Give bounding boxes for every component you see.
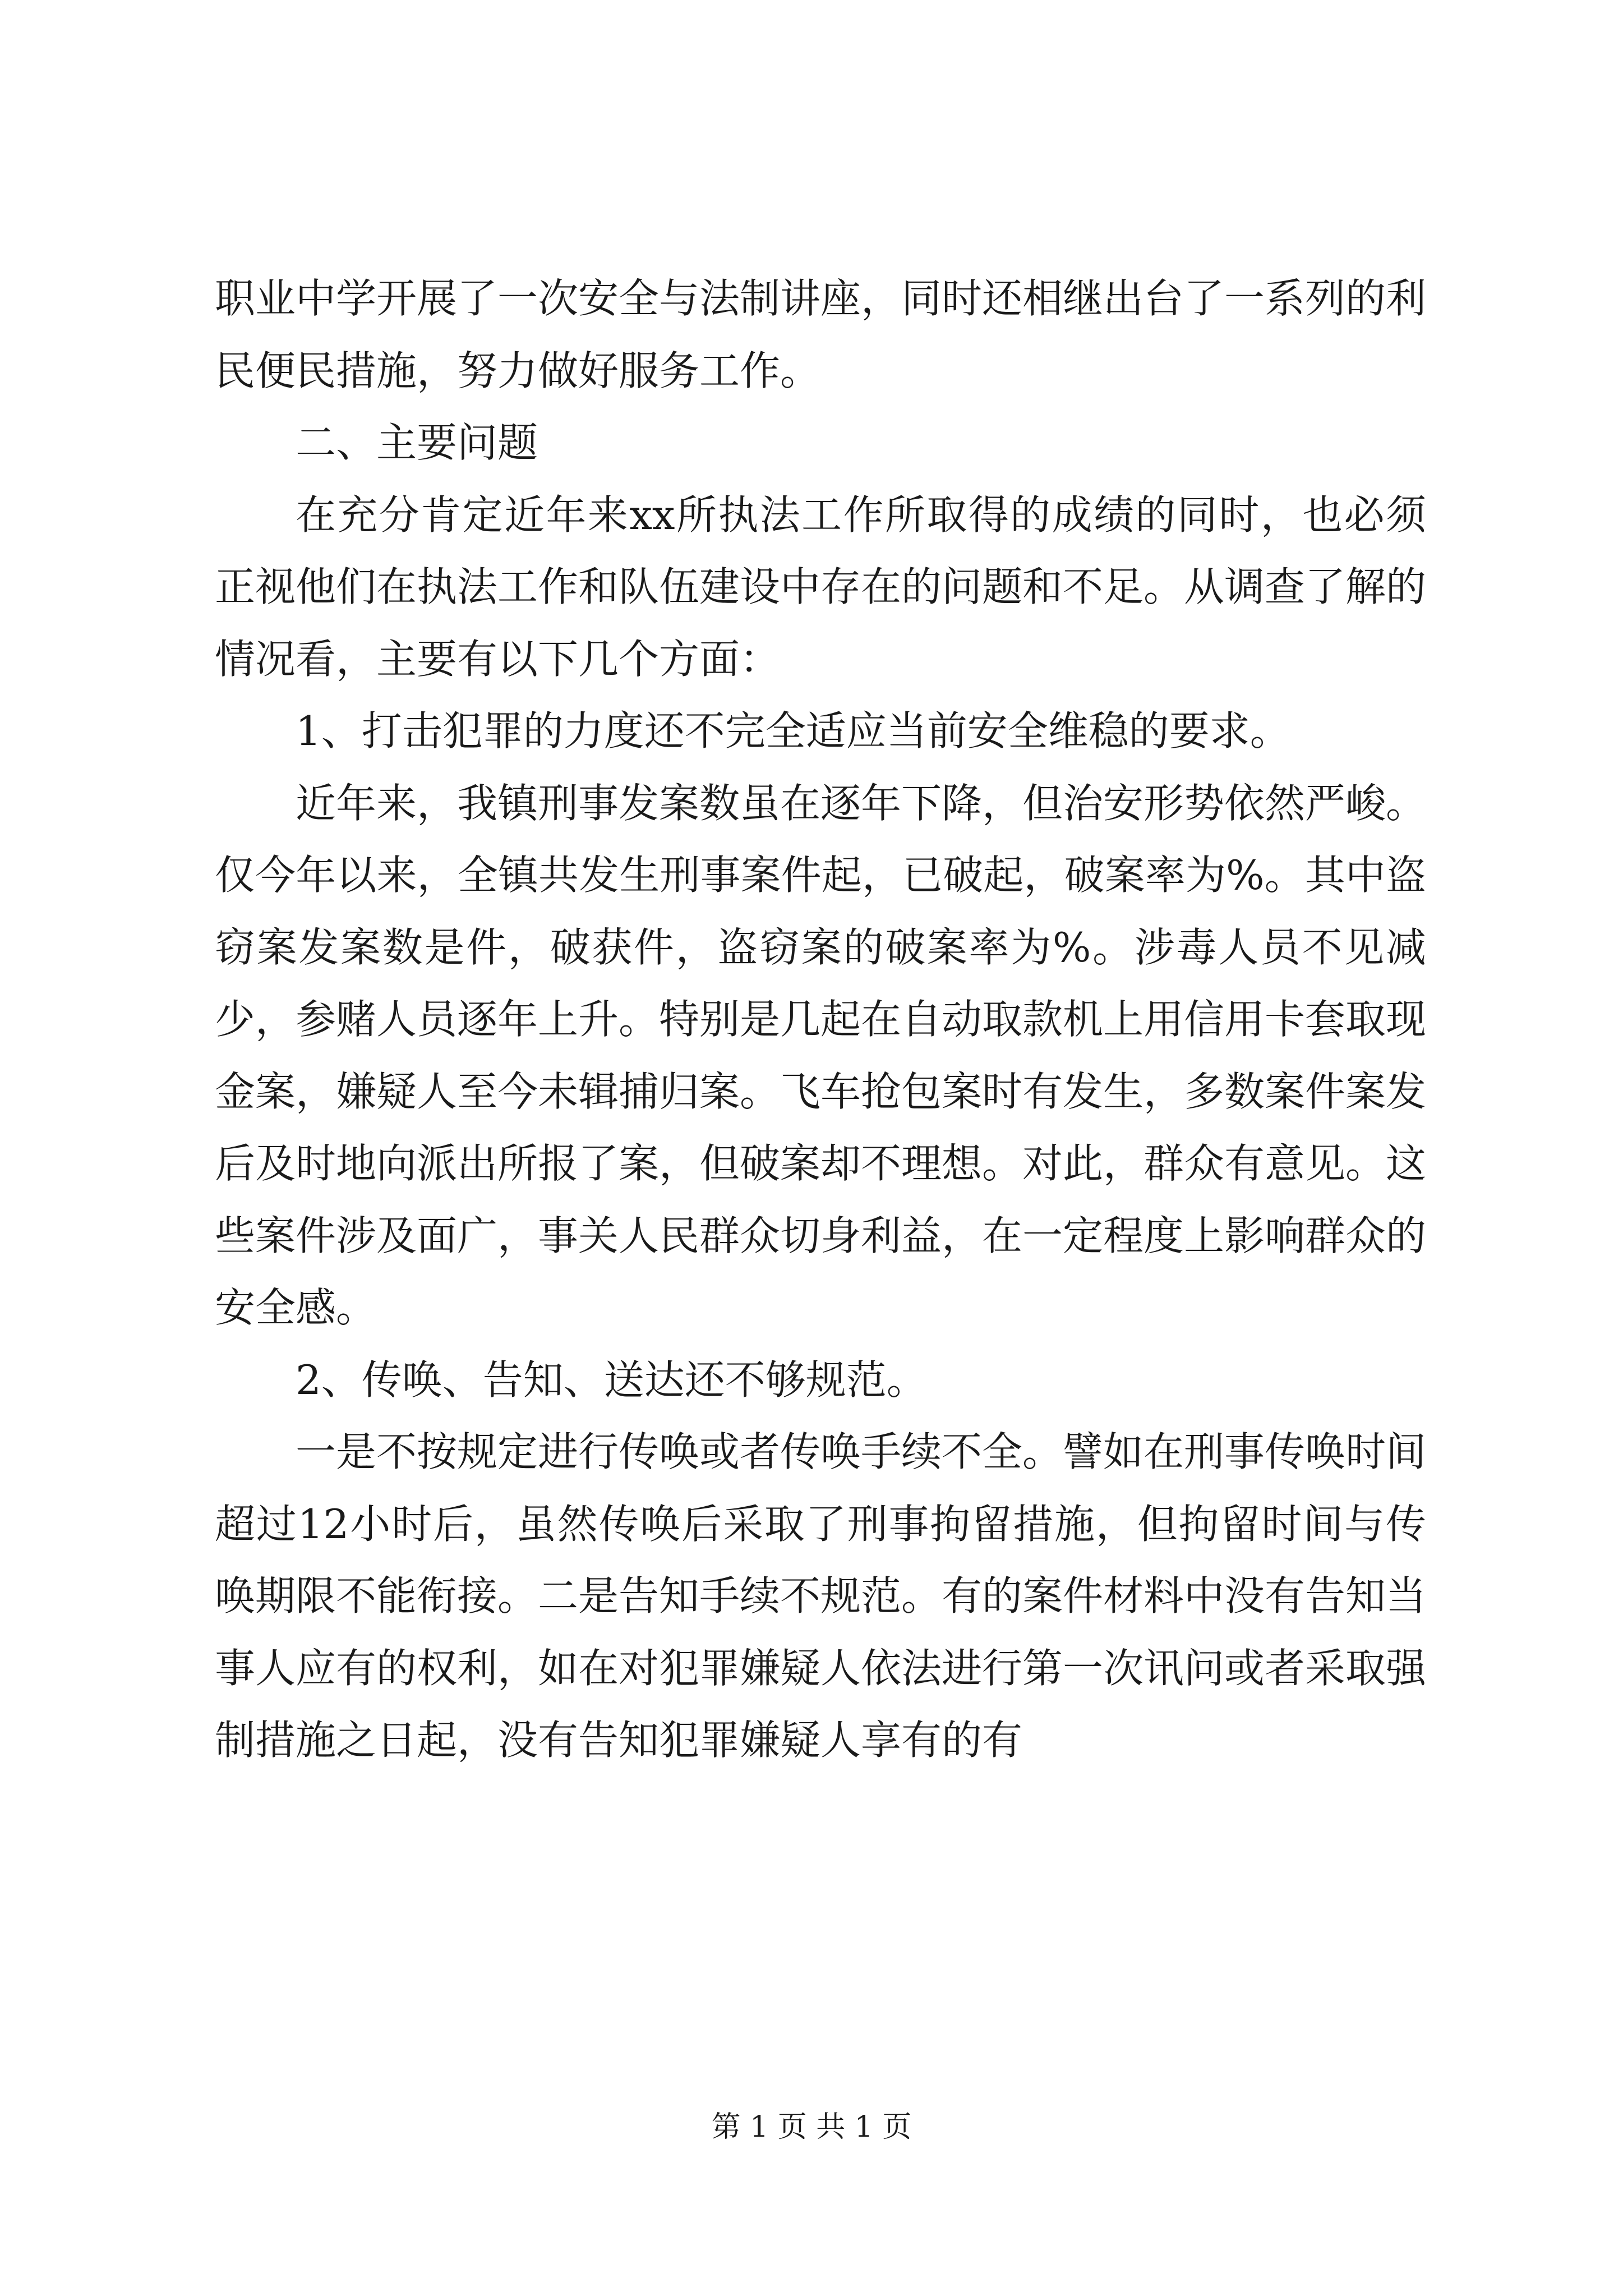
page-footer: 第 1 页 共 1 页 — [711, 2110, 912, 2144]
subheading-1: 1、打击犯罪的力度还不完全适应当前安全维稳的要求。 — [296, 707, 1290, 754]
paragraph-procedure: 一是不按规定进行传唤或者传唤手续不全。譬如在刑事传唤时间超过12小时后，虽然传唤后采取了刑事拘留措施，但拘留时间与传唤期限不能衔接。二是告知手续不规范。有的案件材料中没有告知当事人应有的权利，如在对犯罪嫌疑人依法进行第一次讯问或者采取强制措施之日起，没有告知犯罪嫌疑人享有的有 — [215, 1428, 1427, 1764]
paragraph-crime: 近年来，我镇刑事发案数虽在逐年下降，但治安形势依然严峻。仅今年以来，全镇共发生刑事案件起，已破起，破案率为%。其中盗窃案发案数是件，破获件，盗窃案的破案率为%。涉毒人员不见减少，参赌人员逐年上升。特别是几起在自动取款机上用信用卡套取现金案，嫌疑人至今未辑捕归案。飞车抢包案时有发生，多数案件案发后及时地向派出所报了案，但破案却不理想。对此，群众有意见。这些案件涉及面广，事关人民群众切身利益，在一定程度上影响群众的安全感。 — [215, 779, 1427, 1331]
paragraph-intro: 在充分肯定近年来xx所执法工作所取得的成绩的同时，也必须正视他们在执法工作和队伍建设中存在的问题和不足。从调查了解的情况看，主要有以下几个方面： — [215, 491, 1427, 683]
section-heading: 二、主要问题 — [296, 419, 538, 466]
paragraph-continuation: 职业中学开展了一次安全与法制讲座，同时还相继出台了一系列的利民便民措施，努力做好服务工作。 — [215, 275, 1427, 394]
document-body — [215, 263, 1426, 1777]
subheading-2: 2、传唤、告知、送达还不够规范。 — [296, 1356, 927, 1404]
